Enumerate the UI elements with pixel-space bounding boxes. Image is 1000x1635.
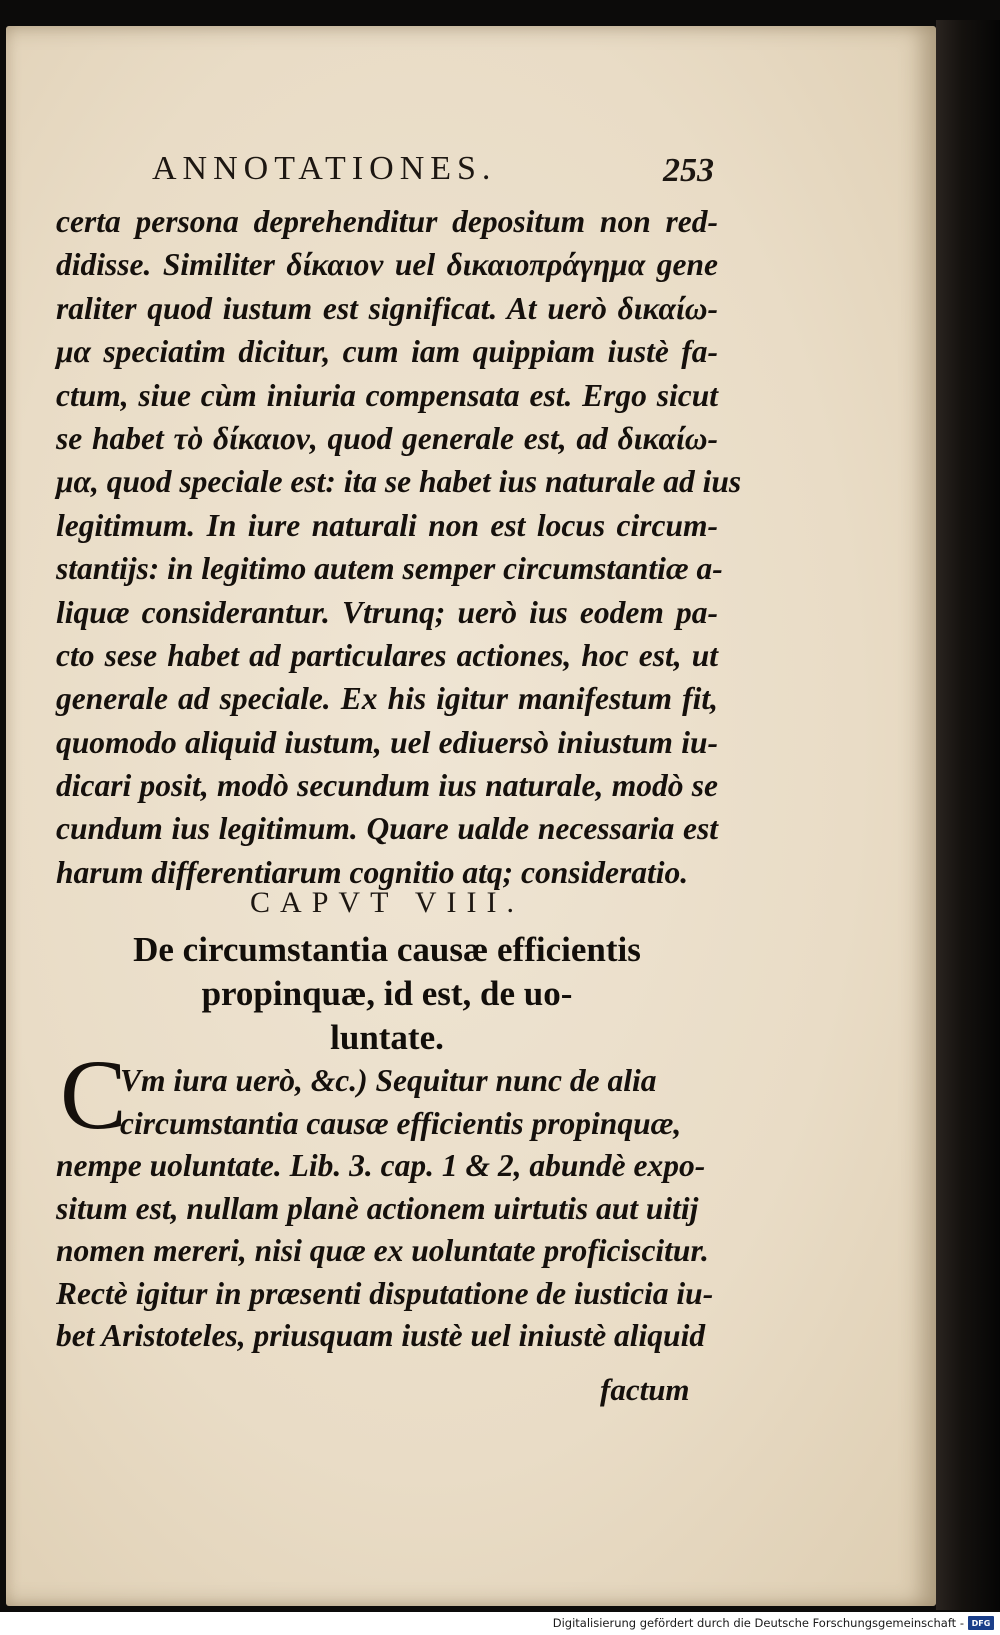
text-line: raliter quod iustum est significat. At uerò δικαίω- — [56, 290, 718, 326]
text-line: cto sese habet ad particulares actiones, hoc est, ut — [56, 637, 718, 673]
chapter-heading: CAPVT VIII. — [250, 886, 524, 919]
page-number: 253 — [663, 152, 714, 189]
page-header — [60, 150, 720, 200]
catchword: factum — [600, 1372, 690, 1407]
text-line: μα speciatim dicitur, cum iam quippiam iustè fa- — [56, 334, 718, 370]
chapter-title — [56, 928, 718, 1060]
chapter-body — [56, 1060, 718, 1358]
running-title: ANNOTATIONES. — [152, 150, 497, 187]
drop-capital: C — [60, 1039, 127, 1150]
text-line: circumstantia causæ efficientis propinquæ, — [120, 1105, 682, 1141]
text-line: quomodo aliquid iustum, uel ediuersò iniustum iu- — [56, 724, 718, 760]
text-line: dicari posit, modò secundum ius naturale, modò se — [56, 768, 718, 804]
text-line: se habet τὸ δίκαιον, quod generale est, ad δικαίω- — [56, 420, 718, 456]
text-line: cundum ius legitimum. Quare ualde necessaria est — [56, 811, 718, 847]
text-line: situm est, nullam planè actionem uirtutis aut uitij — [56, 1190, 699, 1226]
text-line: didisse. Similiter δίκαιον uel δικαιοπράγημα gene — [56, 247, 718, 283]
text-line: legitimum. In iure naturali non est locus circum- — [56, 507, 718, 543]
dfg-logo: DFG — [968, 1616, 994, 1630]
chapter-title-line: De circumstantia causæ efficientis — [133, 930, 641, 969]
text-line: Rectè igitur in præsenti disputatione de iusticia iu- — [56, 1275, 714, 1311]
chapter-title-line: propinquæ, id est, de uo- — [201, 974, 573, 1013]
text-line: nomen mereri, nisi quæ ex uoluntate proficiscitur. — [56, 1233, 709, 1268]
text-line: μα, quod speciale est: ita se habet ius naturale ad ius — [56, 464, 742, 500]
body-text — [56, 200, 742, 894]
text-line: liquæ considerantur. Vtrunq; uerò ius eodem pa- — [56, 594, 718, 630]
chapter-title-line: luntate. — [330, 1018, 444, 1057]
text-line: nempe uoluntate. Lib. 3. cap. 1 & 2, abundè expo- — [56, 1148, 706, 1183]
text-line: certa persona deprehenditur depositum non red- — [56, 204, 718, 239]
text-line: generale ad speciale. Ex his igitur manifestum fit, — [56, 681, 718, 717]
text-line: bet Aristoteles, priusquam iustè uel iniustè aliquid — [56, 1318, 706, 1353]
text-line: Vm iura uerò, &c.) Sequitur nunc de alia — [120, 1063, 657, 1098]
text-line: stantijs: in legitimo autem semper circumstantiæ a- — [56, 551, 723, 587]
text-line: ctum, siue cùm iniuria compensata est. Ergo sicut — [56, 377, 718, 413]
text-line: harum differentiarum cognitio atq; consideratio. — [56, 854, 689, 890]
footer-credit: Digitalisierung gefördert durch die Deutsche Forschungsgemeinschaft - — [552, 1616, 964, 1630]
book-gutter — [936, 20, 1000, 1610]
